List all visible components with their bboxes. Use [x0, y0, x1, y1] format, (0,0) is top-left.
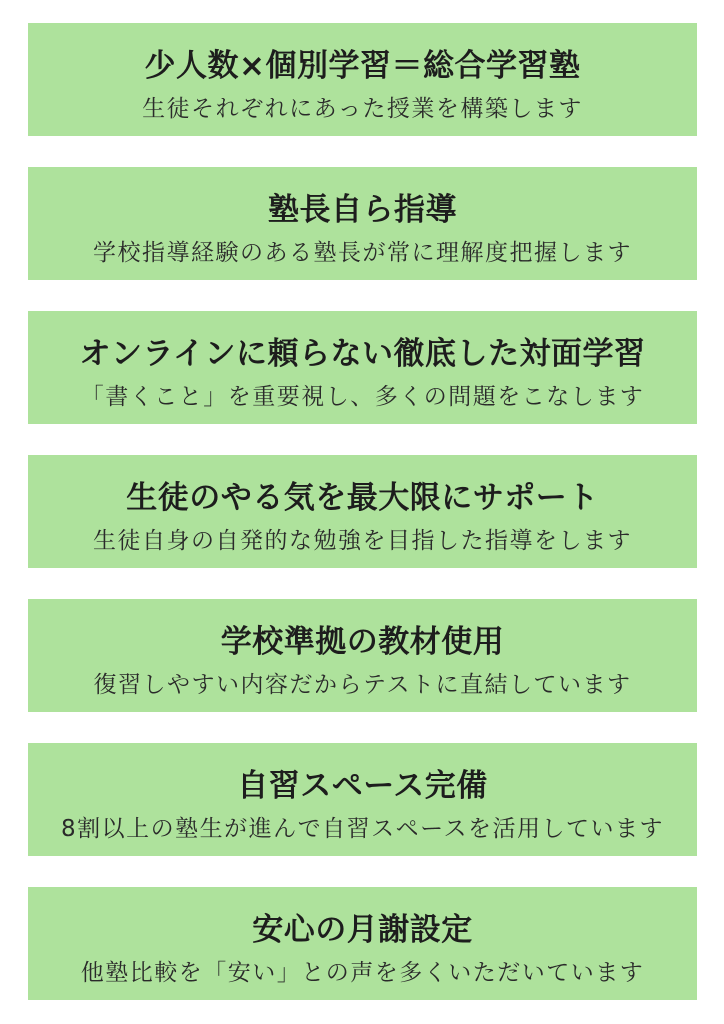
card-title: 塾長自ら指導: [268, 192, 457, 228]
feature-card-1: [28, 23, 697, 136]
card-title: 安心の月謝設定: [252, 912, 473, 948]
card-subtitle: 生徒それぞれにあった授業を構築します: [142, 96, 583, 122]
feature-card-7: [28, 887, 697, 1000]
card-title: オンラインに頼らない徹底した対面学習: [79, 336, 646, 372]
card-subtitle: 学校指導経験のある塾長が常に理解度把握します: [93, 240, 632, 266]
card-subtitle: 8割以上の塾生が進んで自習スペースを活用しています: [61, 816, 664, 842]
feature-card-5: [28, 599, 697, 712]
card-title: 生徒のやる気を最大限にサポート: [126, 480, 599, 516]
card-subtitle: 他塾比較を「安い」との声を多くいただいています: [80, 960, 645, 986]
card-title: 自習スペース完備: [237, 768, 488, 804]
feature-card-3: [28, 311, 697, 424]
card-subtitle: 復習しやすい内容だからテストに直結しています: [93, 672, 632, 698]
card-title: 少人数×個別学習＝総合学習塾: [144, 48, 581, 84]
card-subtitle: 「書くこと」を重要視し、多くの問題をこなします: [80, 384, 645, 410]
feature-list: [28, 23, 697, 1000]
feature-card-6: [28, 743, 697, 856]
feature-card-4: [28, 455, 697, 568]
card-subtitle: 生徒自身の自発的な勉強を目指した指導をします: [93, 528, 632, 554]
feature-card-2: [28, 167, 697, 280]
card-title: 学校準拠の教材使用: [220, 624, 505, 660]
